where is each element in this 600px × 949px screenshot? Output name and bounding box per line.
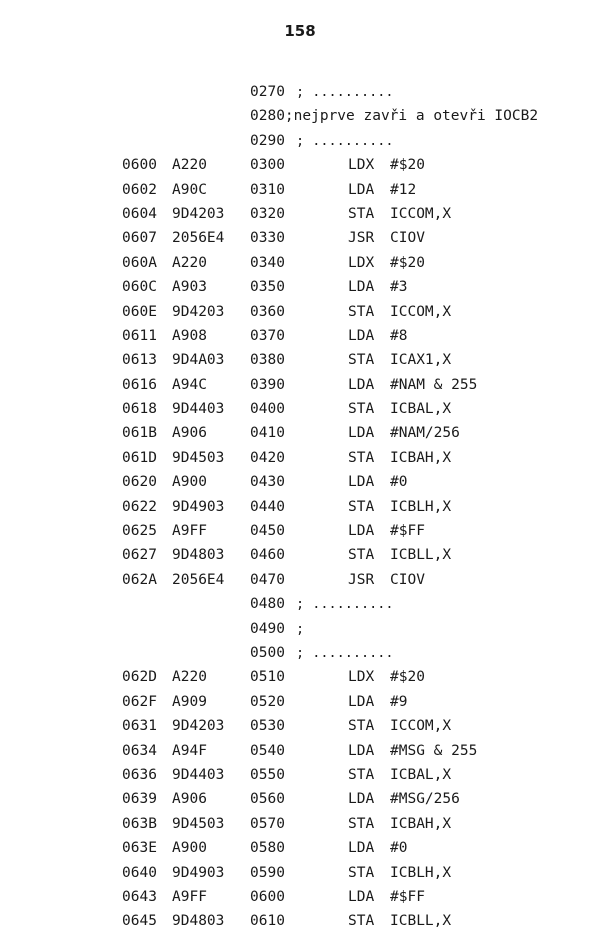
operand-cell: ICBAH,X (390, 449, 452, 466)
machine-code-cell: 2056E4 (172, 571, 225, 588)
listing-row (0, 909, 600, 933)
operand-cell: #NAM/256 (390, 425, 460, 442)
comment-cell: ; .......... (296, 596, 394, 613)
opcode-cell: STA (348, 449, 375, 466)
line-number-cell: 0530 (250, 718, 285, 735)
listing-row (0, 592, 600, 616)
machine-code-cell: 9D4903 (172, 864, 225, 881)
listing-row (0, 470, 600, 494)
listing-row (0, 739, 600, 763)
comment-cell: ; .......... (296, 84, 394, 100)
operand-cell: ICBLH,X (390, 864, 452, 881)
machine-code-cell: 2056E4 (172, 230, 225, 247)
line-number-cell: 0360 (250, 303, 285, 320)
assembly-listing (0, 80, 600, 934)
listing-row (0, 543, 600, 567)
address-cell: 0634 (122, 742, 157, 759)
listing-row (0, 153, 600, 177)
address-cell: 0640 (122, 864, 157, 881)
address-cell: 060A (122, 254, 157, 271)
listing-row (0, 861, 600, 885)
operand-cell: #$20 (390, 669, 425, 686)
line-number-cell: 0550 (250, 766, 285, 783)
opcode-cell: STA (348, 815, 375, 832)
listing-row (0, 251, 600, 275)
machine-code-cell: A220 (172, 157, 207, 174)
machine-code-cell: A9FF (172, 888, 207, 905)
line-number-cell: 0270 (250, 84, 285, 100)
opcode-cell: LDX (348, 157, 375, 174)
operand-cell: #8 (390, 327, 408, 344)
address-cell: 0620 (122, 474, 157, 491)
machine-code-cell: A94F (172, 742, 207, 759)
operand-cell: ICCOM,X (390, 303, 452, 320)
machine-code-cell: 9D4203 (172, 718, 225, 735)
listing-row (0, 300, 600, 324)
line-number-cell: 0410 (250, 425, 285, 442)
opcode-cell: LDA (348, 693, 375, 710)
listing-row (0, 617, 600, 641)
operand-cell: #0 (390, 474, 408, 491)
address-cell: 0631 (122, 718, 157, 735)
opcode-cell: LDA (348, 742, 375, 759)
address-cell: 0616 (122, 376, 157, 393)
listing-row (0, 641, 600, 665)
address-cell: 063E (122, 840, 157, 857)
machine-code-cell: A220 (172, 254, 207, 271)
operand-cell: #NAM & 255 (390, 376, 478, 393)
opcode-cell: LDX (348, 254, 375, 271)
opcode-cell: JSR (348, 230, 375, 247)
line-number-cell: 0340 (250, 254, 285, 271)
machine-code-cell: A906 (172, 425, 207, 442)
line-number-cell: 0450 (250, 523, 285, 540)
opcode-cell: STA (348, 864, 375, 881)
machine-code-cell: 9D4203 (172, 205, 225, 222)
listing-row (0, 763, 600, 787)
line-number-cell: 0390 (250, 376, 285, 393)
listing-row (0, 568, 600, 592)
opcode-cell: LDX (348, 669, 375, 686)
machine-code-cell: 9D4A03 (172, 352, 225, 369)
line-number-cell: 0560 (250, 791, 285, 808)
operand-cell: #$FF (390, 523, 425, 540)
listing-row (0, 373, 600, 397)
listing-row (0, 104, 600, 128)
address-cell: 060C (122, 279, 157, 296)
operand-cell: ICCOM,X (390, 718, 452, 735)
address-cell: 0627 (122, 547, 157, 564)
line-number-cell: 0440 (250, 498, 285, 515)
machine-code-cell: 9D4803 (172, 913, 225, 930)
listing-row (0, 519, 600, 543)
operand-cell: ICBAL,X (390, 766, 452, 783)
machine-code-cell: A903 (172, 279, 207, 296)
comment-cell: ; .......... (296, 132, 394, 149)
operand-cell: ICBAH,X (390, 815, 452, 832)
opcode-cell: LDA (348, 327, 375, 344)
opcode-cell: STA (348, 401, 375, 418)
opcode-cell: LDA (348, 840, 375, 857)
operand-cell: ICBLH,X (390, 498, 452, 515)
opcode-cell: LDA (348, 791, 375, 808)
address-cell: 061B (122, 425, 157, 442)
line-number-cell: 0500 (250, 644, 285, 661)
listing-row (0, 665, 600, 689)
opcode-cell: STA (348, 913, 375, 930)
address-cell: 0639 (122, 791, 157, 808)
line-number-cell: 0610 (250, 913, 285, 930)
address-cell: 0645 (122, 913, 157, 930)
listing-row (0, 202, 600, 226)
line-number-cell: 0510 (250, 669, 285, 686)
address-cell: 0613 (122, 352, 157, 369)
listing-row (0, 787, 600, 811)
opcode-cell: JSR (348, 571, 375, 588)
line-number-cell: 0380 (250, 352, 285, 369)
listing-row (0, 836, 600, 860)
operand-cell: ICBLL,X (390, 547, 452, 564)
line-number-cell: 0300 (250, 157, 285, 174)
operand-cell: #$20 (390, 254, 425, 271)
listing-row (0, 226, 600, 250)
machine-code-cell: 9D4403 (172, 766, 225, 783)
listing-row (0, 885, 600, 909)
line-number-cell: 0290 (250, 132, 285, 149)
address-cell: 0611 (122, 327, 157, 344)
operand-cell: #$20 (390, 157, 425, 174)
listing-row (0, 324, 600, 348)
address-cell: 0643 (122, 888, 157, 905)
comment-cell: ; (296, 620, 305, 637)
opcode-cell: STA (348, 498, 375, 515)
listing-row (0, 446, 600, 470)
listing-row (0, 714, 600, 738)
line-number-cell: 0570 (250, 815, 285, 832)
operand-cell: #0 (390, 840, 408, 857)
line-number-cell: 0460 (250, 547, 285, 564)
line-number-cell: 0370 (250, 327, 285, 344)
listing-row (0, 495, 600, 519)
line-number-cell: 0480 (250, 596, 285, 613)
line-number-cell: 0600 (250, 888, 285, 905)
address-cell: 063B (122, 815, 157, 832)
address-cell: 060E (122, 303, 157, 320)
address-cell: 0600 (122, 157, 157, 174)
machine-code-cell: A909 (172, 693, 207, 710)
opcode-cell: STA (348, 718, 375, 735)
listing-row (0, 690, 600, 714)
opcode-cell: LDA (348, 474, 375, 491)
line-number-cell: 0330 (250, 230, 285, 247)
opcode-cell: LDA (348, 425, 375, 442)
comment-cell: ; .......... (296, 644, 394, 661)
operand-cell: ICBAL,X (390, 401, 452, 418)
machine-code-cell: 9D4503 (172, 449, 225, 466)
machine-code-cell: A94C (172, 376, 207, 393)
operand-cell: #MSG/256 (390, 791, 460, 808)
machine-code-cell: A90C (172, 181, 207, 198)
address-cell: 0618 (122, 401, 157, 418)
machine-code-cell: A220 (172, 669, 207, 686)
line-number-cell: 0490 (250, 620, 285, 637)
machine-code-cell: 9D4803 (172, 547, 225, 564)
opcode-cell: LDA (348, 888, 375, 905)
opcode-cell: LDA (348, 181, 375, 198)
address-cell: 062D (122, 669, 157, 686)
listing-row (0, 348, 600, 372)
line-number-cell: 0590 (250, 864, 285, 881)
operand-cell: ICBLL,X (390, 913, 452, 930)
address-cell: 062F (122, 693, 157, 710)
address-cell: 0625 (122, 523, 157, 540)
page-number: 158 (284, 22, 316, 40)
operand-cell: #12 (390, 181, 417, 198)
listing-row (0, 812, 600, 836)
line-number-cell: 0520 (250, 693, 285, 710)
machine-code-cell: A900 (172, 474, 207, 491)
machine-code-cell: A908 (172, 327, 207, 344)
opcode-cell: LDA (348, 279, 375, 296)
machine-code-cell: 9D4203 (172, 303, 225, 320)
opcode-cell: STA (348, 547, 375, 564)
address-cell: 0604 (122, 205, 157, 222)
machine-code-cell: 9D4903 (172, 498, 225, 515)
listing-row (0, 178, 600, 202)
operand-cell: #3 (390, 279, 408, 296)
listing-row (0, 80, 600, 104)
operand-cell: #9 (390, 693, 408, 710)
line-number-cell: 0280;nejprve zavři a otevři IOCB2 (250, 108, 539, 125)
listing-row (0, 275, 600, 299)
operand-cell: CIOV (390, 571, 425, 588)
line-number-cell: 0350 (250, 279, 285, 296)
listing-row (0, 129, 600, 153)
operand-cell: ICAX1,X (390, 352, 452, 369)
address-cell: 0636 (122, 766, 157, 783)
opcode-cell: STA (348, 766, 375, 783)
line-number-cell: 0420 (250, 449, 285, 466)
machine-code-cell: 9D4403 (172, 401, 225, 418)
line-number-cell: 0320 (250, 205, 285, 222)
operand-cell: #$FF (390, 888, 425, 905)
machine-code-cell: 9D4503 (172, 815, 225, 832)
operand-cell: ICCOM,X (390, 205, 452, 222)
address-cell: 0622 (122, 498, 157, 515)
operand-cell: CIOV (390, 230, 425, 247)
operand-cell: #MSG & 255 (390, 742, 478, 759)
opcode-cell: STA (348, 352, 375, 369)
address-cell: 0602 (122, 181, 157, 198)
line-number-cell: 0470 (250, 571, 285, 588)
opcode-cell: LDA (348, 523, 375, 540)
machine-code-cell: A906 (172, 791, 207, 808)
listing-row (0, 421, 600, 445)
line-number-cell: 0310 (250, 181, 285, 198)
address-cell: 061D (122, 449, 157, 466)
machine-code-cell: A900 (172, 840, 207, 857)
line-number-cell: 0540 (250, 742, 285, 759)
line-number-cell: 0580 (250, 840, 285, 857)
opcode-cell: LDA (348, 376, 375, 393)
line-number-cell: 0430 (250, 474, 285, 491)
address-cell: 0607 (122, 230, 157, 247)
listing-row (0, 397, 600, 421)
machine-code-cell: A9FF (172, 523, 207, 540)
opcode-cell: STA (348, 303, 375, 320)
line-number-cell: 0400 (250, 401, 285, 418)
address-cell: 062A (122, 571, 157, 588)
opcode-cell: STA (348, 205, 375, 222)
